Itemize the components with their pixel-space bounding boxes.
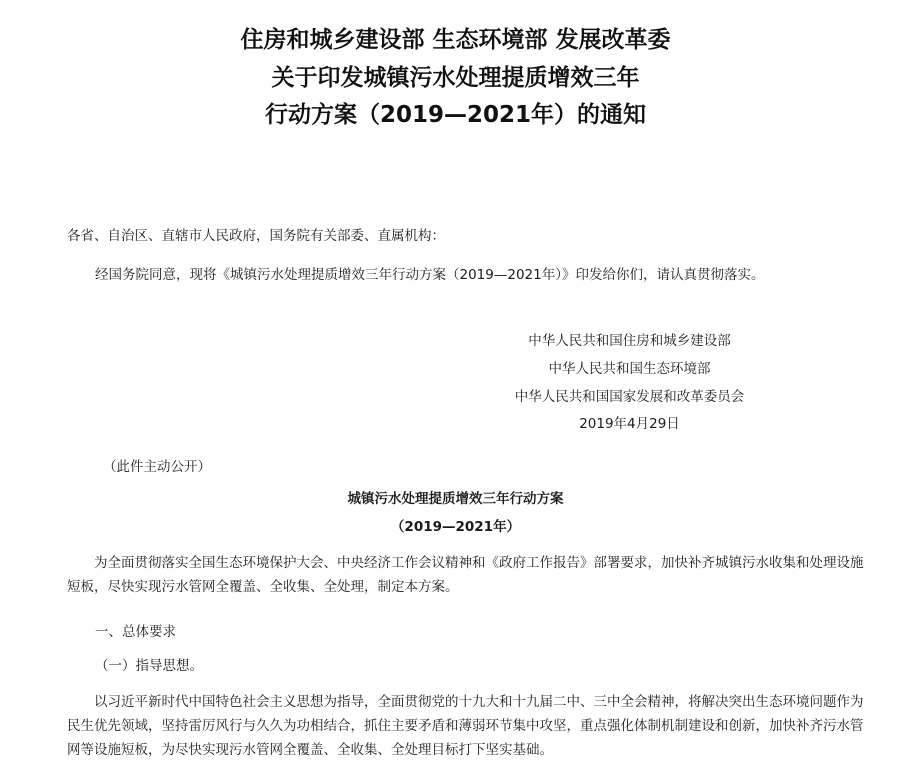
salutation: 各省、自治区、直辖市人民政府，国务院有关部委、直属机构：	[67, 228, 445, 244]
signature-ministry-ecology: 中华人民共和国生态环境部	[548, 361, 711, 377]
public-disclosure-note: （此件主动公开）	[103, 459, 211, 475]
signature-ministry-housing: 中华人民共和国住房和城乡建设部	[528, 333, 731, 349]
document-title-line-3: 行动方案（2019—2021年）的通知	[264, 102, 647, 128]
plan-intro-paragraph: 为全面贯彻落实全国生态环境保护大会、中央经济工作会议精神和《政府工作报告》部署要求，加快补齐城镇污水收集和处理设施短板，尽快实现污水管网全覆盖、全收集、全处理，制定本方案。	[67, 555, 864, 595]
signature-ndrc: 中华人民共和国国家发展和改革委员会	[514, 389, 745, 405]
plan-period: （2019—2021年）	[390, 519, 521, 535]
section-heading-general-requirements: 一、总体要求	[95, 624, 176, 640]
document-title-line-1: 住房和城乡建设部 生态环境部 发展改革委	[240, 27, 671, 53]
plan-title: 城镇污水处理提质增效三年行动方案	[347, 491, 564, 507]
approval-text: 经国务院同意，现将《城镇污水处理提质增效三年行动方案（2019—2021年）》印发给你们，请认真贯彻落实。	[95, 267, 765, 283]
document-title-line-2: 关于印发城镇污水处理提质增效三年	[271, 65, 640, 91]
subsection-heading-guiding-ideology: （一）指导思想。	[95, 658, 203, 674]
guiding-ideology-paragraph: 以习近平新时代中国特色社会主义思想为指导，全面贯彻党的十九大和十九届二中、三中全会精神，将解决突出生态环境问题作为民生优先领域，坚持雷厉风行与久久为功相结合，抓住主要矛盾和薄弱环节集中攻坚，重点强化体制机制建设和创新，加快补齐污水管网等设施短板，为尽快实现污水管网全覆盖、全收集、全处理目标打下坚实基础。	[67, 694, 864, 758]
signature-date: 2019年4月29日	[579, 416, 680, 432]
